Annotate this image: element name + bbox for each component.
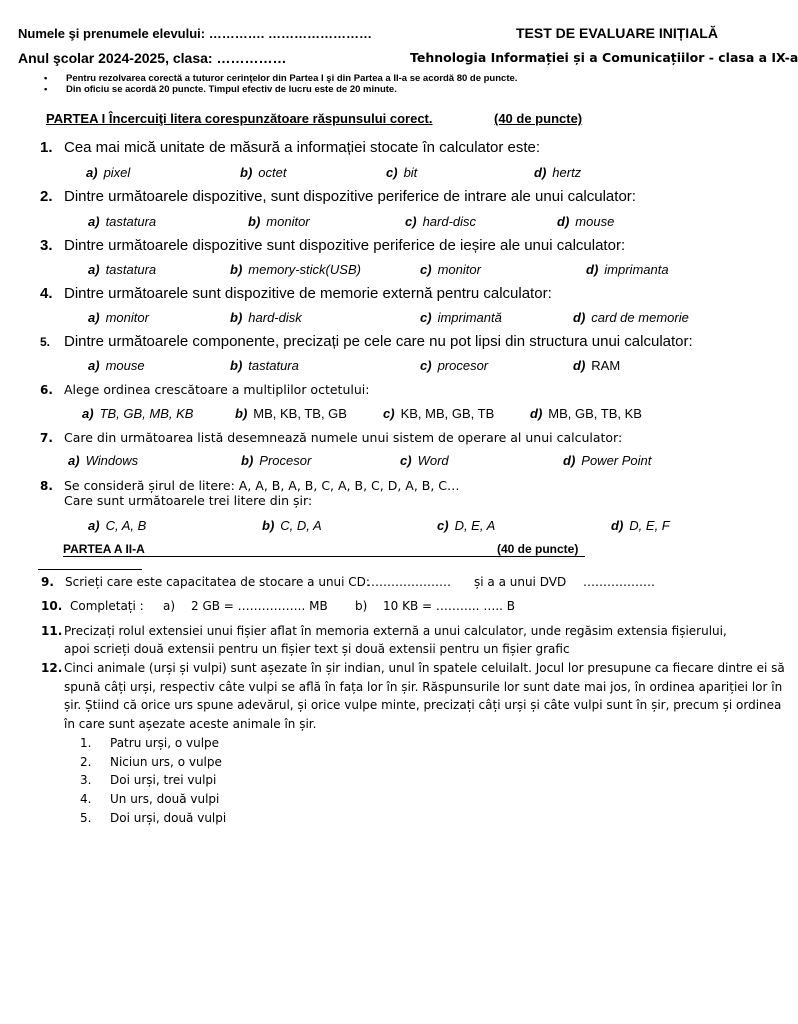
question-11-number: 11. xyxy=(41,624,63,638)
subject-line xyxy=(410,50,798,65)
q3-option-d[interactable]: d) imprimanta xyxy=(586,262,669,277)
q6-option-a[interactable]: a) TB, GB, MB, KB xyxy=(82,406,194,421)
question-12-line3: șir. Știind că orice urs spune adevărul, și orice vulpe minte, precizați câți urși și câte vulpi sunt în șir, precum și ordinea xyxy=(64,698,782,712)
divider xyxy=(38,569,142,570)
question-4: 4. Dintre următoarele sunt dispozitive de memorie externă pentru calculator: xyxy=(40,285,552,302)
q5-option-d[interactable]: d) RAM xyxy=(573,358,621,373)
question-3: 3. Dintre următoarele dispozitive sunt dispozitive periferice de ieșire ale unui calculator: xyxy=(40,237,626,254)
question-12-line1: Cinci animale (urși și vulpi) sunt așezate în șir indian, unul în spatele celuilalt. Jocul lor presupune ca fiecare dintre ei să xyxy=(64,661,785,675)
list-item: 3. Doi urși, trei vulpi xyxy=(80,773,217,787)
q5-option-a[interactable]: a) mouse xyxy=(88,358,145,373)
q2-option-b[interactable]: b) monitor xyxy=(248,214,310,229)
q7-option-a[interactable]: a) Windows xyxy=(68,453,139,468)
q4-option-d[interactable]: d) card de memorie xyxy=(573,310,689,325)
list-item: 5. Doi urși, două vulpi xyxy=(80,811,227,825)
part2-header xyxy=(63,542,585,557)
question-12-line4: în care sunt așezate aceste animale în șir. xyxy=(64,717,317,731)
list-item: 2. Niciun urs, o vulpe xyxy=(80,755,222,769)
question-12-number: 12. xyxy=(41,661,63,675)
q8-option-b[interactable]: b) C, D, A xyxy=(262,518,322,533)
q7-option-b[interactable]: b) Procesor xyxy=(241,453,312,468)
q10-b-field[interactable]: 10 KB = ……….. ….. B xyxy=(383,599,515,613)
subject-name: Tehnologia Informației și a Comunicațiilor - xyxy=(410,50,719,65)
q3-option-a[interactable]: a) tastatura xyxy=(88,262,157,277)
q10-a-label: a) xyxy=(163,599,176,613)
part1-points: (40 de puncte) xyxy=(494,111,583,126)
q4-option-c[interactable]: c) imprimantă xyxy=(420,310,502,325)
question-6: 6. Alege ordinea crescătoare a multiplilor octetului: xyxy=(40,382,370,397)
q6-option-d[interactable]: d) MB, GB, TB, KB xyxy=(530,406,642,421)
part1-title: PARTEA I Încercuiţi litera corespunzătoare răspunsului corect. xyxy=(46,111,433,126)
question-5: 5. Dintre următoarele componente, precizați pe cele care nu pot lipsi din structura unui calculator: xyxy=(40,333,693,350)
q6-option-b[interactable]: b) MB, KB, TB, GB xyxy=(235,406,347,421)
q4-option-a[interactable]: a) monitor xyxy=(88,310,149,325)
instruction-1: • Pentru rezolvarea corectă a tuturor cerinţelor din Partea I şi din Partea a II-a se acordă 80 de puncte. xyxy=(44,73,517,84)
question-12-line2: spună câți urși, respectiv câte vulpi se află în fața lor în șir. Răspunsurile lor sunt date mai jos, în ordinea apariției lor în xyxy=(64,680,783,694)
q10-a-field[interactable]: 2 GB = …………….. MB xyxy=(191,599,328,613)
test-title: TEST DE EVALUARE INIȚIALĂ xyxy=(516,25,718,41)
q8-option-c[interactable]: c) D, E, A xyxy=(437,518,496,533)
question-9: 9. Scrieți care este capacitatea de stocare a unui CD: xyxy=(41,575,370,589)
q1-option-b[interactable]: b) octet xyxy=(240,165,287,180)
dvd-capacity-blank[interactable]: ……………… xyxy=(583,575,655,589)
question-11-line1: Precizați rolul extensiei unui fișier aflat în memoria externă a unui calculator, unde regăsim extensia fișierului, xyxy=(64,624,727,638)
question-11-line2: apoi scrieți două extensii pentru un fișier text și două extensii pentru un fișier grafic xyxy=(64,642,570,656)
student-name-line: Numele şi prenumele elevului: …………. …………………… xyxy=(18,26,372,41)
question-2: 2. Dintre următoarele dispozitive, sunt dispozitive periferice de intrare ale unui calculator: xyxy=(40,188,636,205)
q6-option-c[interactable]: c) KB, MB, GB, TB xyxy=(383,406,495,421)
question-1: 1. Cea mai mică unitate de măsură a informației stocate în calculator este: xyxy=(40,139,541,156)
q2-option-a[interactable]: a) tastatura xyxy=(88,214,157,229)
instruction-2: • Din oficiu se acordă 20 puncte. Timpul efectiv de lucru este de 20 minute. xyxy=(44,84,397,95)
cd-capacity-blank[interactable]: ………………… xyxy=(367,575,451,589)
q1-option-c[interactable]: c) bit xyxy=(386,165,418,180)
q2-option-c[interactable]: c) hard-disc xyxy=(405,214,477,229)
list-item: 1. Patru urși, o vulpe xyxy=(80,736,220,750)
list-item: 4. Un urs, două vulpi xyxy=(80,792,220,806)
subject-class: clasa a IX-a xyxy=(718,50,798,65)
q7-option-d[interactable]: d) Power Point xyxy=(563,453,652,468)
q3-option-b[interactable]: b) memory-stick(USB) xyxy=(230,262,361,277)
part2-title: PARTEA A II-A xyxy=(63,542,145,556)
question-9-dvd: și a a unui DVD xyxy=(474,575,567,589)
question-10-number: 10. xyxy=(41,599,63,613)
q7-option-c[interactable]: c) Word xyxy=(400,453,449,468)
q5-option-c[interactable]: c) procesor xyxy=(420,358,489,373)
q5-option-b[interactable]: b) tastatura xyxy=(230,358,299,373)
school-year-line: Anul şcolar 2024-2025, clasa: …………… xyxy=(18,50,287,66)
question-10-label: Completați : xyxy=(70,599,144,613)
question-8: 8. Se consideră șirul de litere: A, A, B, A, B, C, A, B, C, D, A, B, C… xyxy=(40,478,460,493)
q3-option-c[interactable]: c) monitor xyxy=(420,262,481,277)
question-7: 7. Care din următoarea listă desemnează numele unui sistem de operare al unui calculator: xyxy=(40,430,623,445)
q1-option-a[interactable]: a) pixel xyxy=(86,165,131,180)
question-8-subtext: Care sunt următoarele trei litere din șir: xyxy=(64,493,313,508)
q2-option-d[interactable]: d) mouse xyxy=(557,214,615,229)
q8-option-a[interactable]: a) C, A, B xyxy=(88,518,147,533)
q1-option-d[interactable]: d) hertz xyxy=(534,165,582,180)
q4-option-b[interactable]: b) hard-disk xyxy=(230,310,302,325)
q8-option-d[interactable]: d) D, E, F xyxy=(611,518,670,533)
part2-points: (40 de puncte) xyxy=(497,542,579,556)
q10-b-label: b) xyxy=(355,599,368,613)
